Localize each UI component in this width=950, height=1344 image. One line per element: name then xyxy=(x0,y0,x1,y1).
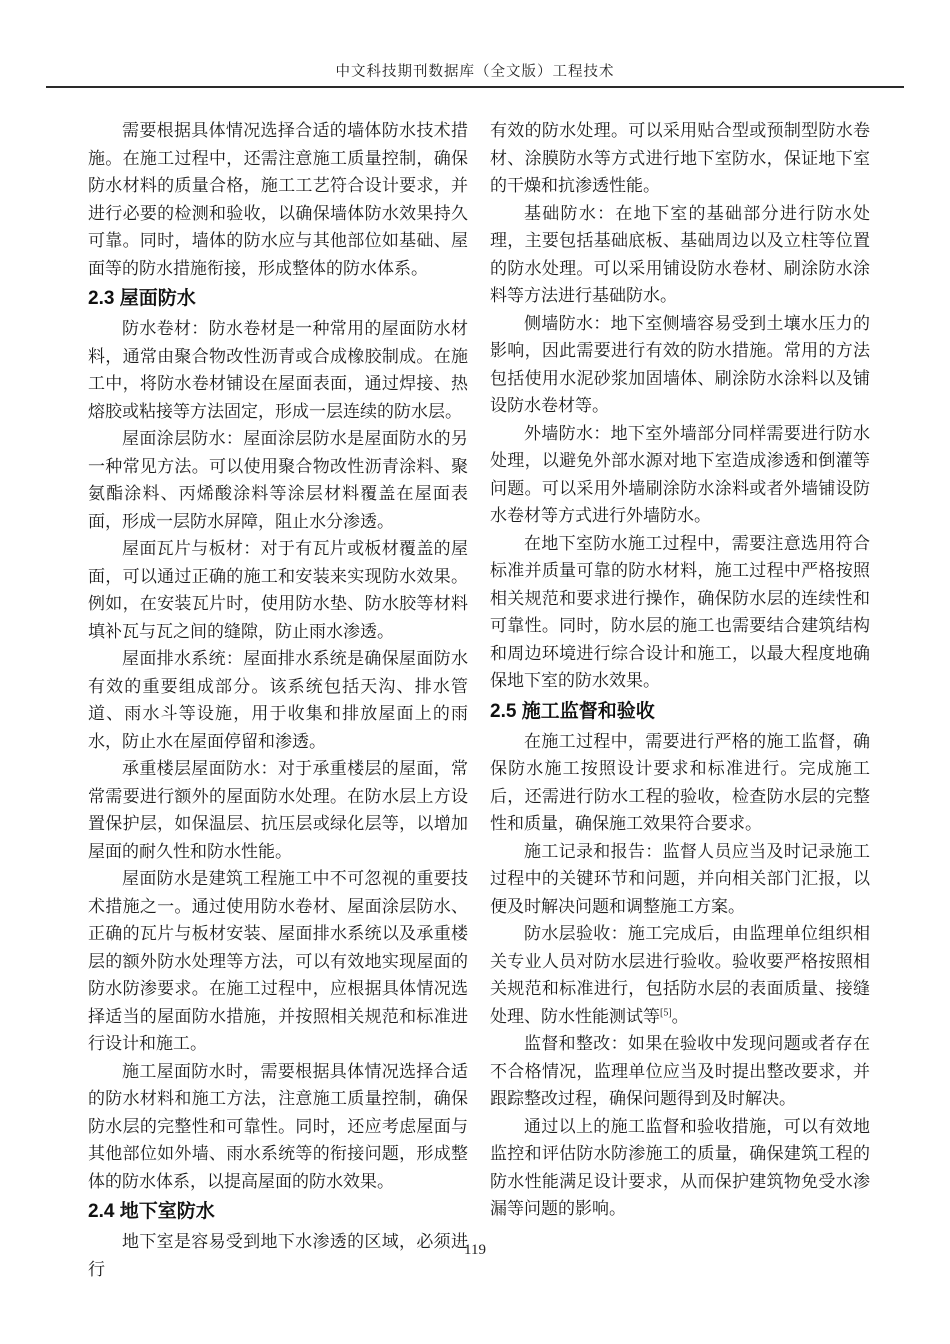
paragraph: 屋面瓦片与板材：对于有瓦片或板材覆盖的屋面，可以通过正确的施工和安装来实现防水效果。例如，在安装瓦片时，使用防水垫、防水胶等材料填补瓦与瓦之间的缝隙，防止雨水渗透。 xyxy=(88,539,468,641)
paragraph: 施工屋面防水时，需要根据具体情况选择合适的防水材料和施工方法，注意施工质量控制，确保防水层的完整性和可靠性。同时，还应考虑屋面与其他部位如外墙、雨水系统等的衔接问题，形成整体的防水体系，以提高屋面的防水效果。 xyxy=(88,1061,468,1191)
page-footer xyxy=(0,1242,950,1259)
paragraph-text: 防水层验收：施工完成后，由监理单位组织相关专业人员对防水层进行验收。验收要严格按照相关规范和标准进行，包括防水层的表面质量、接缝处理、防水性能测试等 xyxy=(490,924,870,1026)
article-body xyxy=(88,117,870,1283)
paragraph: 在地下室防水施工过程中，需要注意选用符合标准并质量可靠的防水材料，施工过程中严格按照相关规范和要求进行操作，确保防水层的连续性和可靠性。同时，防水层的施工也需要结合建筑结构和周边环境进行综合设计和施工，以最大程度地确保地下室的防水效果。 xyxy=(490,533,870,690)
right-column xyxy=(490,117,870,1283)
page-header xyxy=(46,0,904,88)
paragraph: 屋面排水系统：屋面排水系统是确保屋面防水有效的重要组成部分。该系统包括天沟、排水管道、雨水斗等设施，用于收集和排放屋面上的雨水，防止水在屋面停留和渗透。 xyxy=(88,649,468,751)
paragraph: 地下室是容易受到地下水渗透的区域，必须进行 xyxy=(88,1232,468,1279)
paragraph: 防水卷材：防水卷材是一种常用的屋面防水材料，通常由聚合物改性沥青或合成橡胶制成。在施工中，将防水卷材铺设在屋面表面，通过焊接、热熔胶或粘接等方法固定，形成一层连续的防水层。 xyxy=(88,319,468,421)
paragraph: 外墙防水：地下室外墙部分同样需要进行防水处理，以避免外部水源对地下室造成渗透和倒灌等问题。可以采用外墙刷涂防水涂料或者外墙铺设防水卷材等方式进行外墙防水。 xyxy=(490,423,870,525)
left-column xyxy=(88,117,468,1283)
paragraph: 需要根据具体情况选择合适的墙体防水技术措施。在施工过程中，还需注意施工质量控制，确保防水材料的质量合格，施工工艺符合设计要求，并进行必要的检测和验收，以确保墙体防水效果持久可靠。同时，墙体的防水应与其他部位如基础、屋面等的防水措施衔接，形成整体的防水体系。 xyxy=(88,121,468,278)
paragraph: 在施工过程中，需要进行严格的施工监督，确保防水施工按照设计要求和标准进行。完成施工后，还需进行防水工程的验收，检查防水层的完整性和质量，确保施工效果符合要求。 xyxy=(490,731,870,833)
paragraph: 施工记录和报告：监督人员应当及时记录施工过程中的关键环节和问题，并向相关部门汇报，以便及时解决问题和调整施工方案。 xyxy=(490,841,870,916)
paragraph-text: 。 xyxy=(671,1006,689,1026)
paragraph: 有效的防水处理。可以采用贴合型或预制型防水卷材、涂膜防水等方式进行地下室防水，保证地下室的干燥和抗渗透性能。 xyxy=(490,121,870,195)
section-heading: 2.3 屋面防水 xyxy=(88,288,196,309)
paragraph: 承重楼层屋面防水：对于承重楼层的屋面，常常需要进行额外的屋面防水处理。在防水层上方设置保护层，如保温层、抗压层或绿化层等，以增加屋面的耐久性和防水性能。 xyxy=(88,759,468,861)
journal-title: 中文科技期刊数据库（全文版）工程技术 xyxy=(335,64,615,80)
paragraph: 通过以上的施工监督和验收措施，可以有效地监控和评估防水防渗施工的质量，确保建筑工程的防水性能满足设计要求，从而保护建筑物免受水渗漏等问题的影响。 xyxy=(490,1116,870,1218)
paragraph: 侧墙防水：地下室侧墙容易受到土壤水压力的影响，因此需要进行有效的防水措施。常用的方法包括使用水泥砂浆加固墙体、刷涂防水涂料以及铺设防水卷材等。 xyxy=(490,313,870,415)
paragraph: 屋面涂层防水：屋面涂层防水是屋面防水的另一种常见方法。可以使用聚合物改性沥青涂料、聚氨酯涂料、丙烯酸涂料等涂层材料覆盖在屋面表面，形成一层防水屏障，阻止水分渗透。 xyxy=(88,429,468,531)
paragraph: 基础防水：在地下室的基础部分进行防水处理，主要包括基础底板、基础周边以及立柱等位置的防水处理。可以采用铺设防水卷材、刷涂防水涂料等方法进行基础防水。 xyxy=(490,203,870,305)
section-heading: 2.5 施工监督和验收 xyxy=(490,700,655,722)
citation-reference: [5] xyxy=(660,1006,672,1018)
paragraph: 屋面防水是建筑工程施工中不可忽视的重要技术措施之一。通过使用防水卷材、屋面涂层防水、正确的瓦片与板材安装、屋面排水系统以及承重楼层的额外防水处理等方法，可以有效地实现屋面的防水防渗要求。在施工过程中，应根据具体情况选择适当的屋面防水措施，并按照相关规范和标准进行设计和施工。 xyxy=(88,869,468,1053)
page-number: 119 xyxy=(464,1242,486,1258)
section-heading: 2.4 地下室防水 xyxy=(88,1201,215,1222)
paragraph: 监督和整改：如果在验收中发现问题或者存在不合格情况，监理单位应当及时提出整改要求，并跟踪整改过程，确保问题得到及时解决。 xyxy=(490,1034,870,1108)
paragraph xyxy=(490,920,870,1030)
